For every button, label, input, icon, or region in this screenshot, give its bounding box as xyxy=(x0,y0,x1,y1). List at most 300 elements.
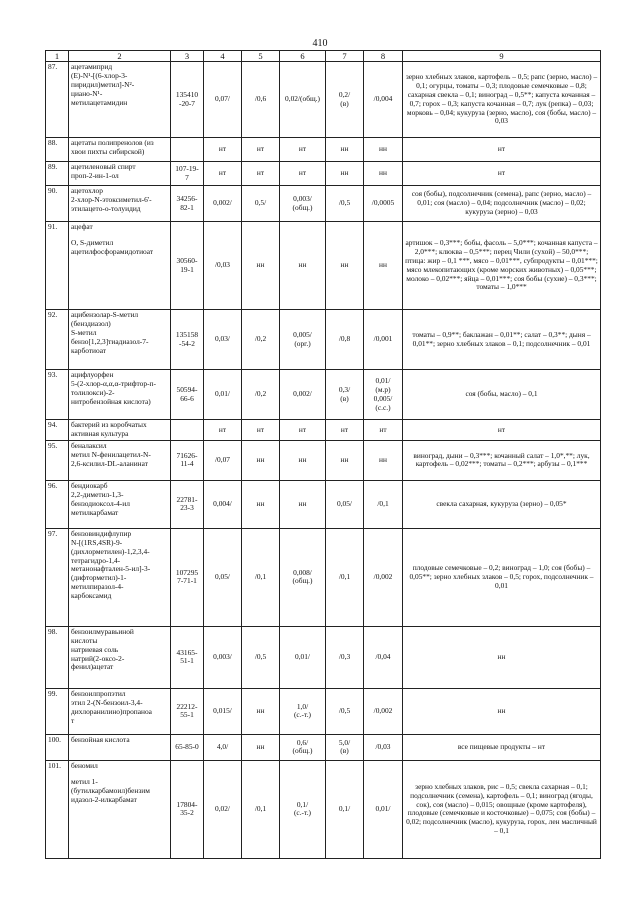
value-col-6 xyxy=(280,480,326,528)
substance-name-line: т xyxy=(71,715,75,725)
residue-limits xyxy=(403,440,601,480)
value-col-4 xyxy=(204,688,242,734)
table-row xyxy=(46,688,601,734)
value-col-8 xyxy=(364,626,403,688)
value-col-5 xyxy=(242,440,280,480)
cas-number xyxy=(171,370,204,420)
row-number: 93. xyxy=(46,370,69,420)
cas-number xyxy=(171,186,204,222)
value-col-5 xyxy=(242,138,280,162)
value-col-4-line: 0,015/ xyxy=(213,706,232,715)
value-col-4-line: 0,02/ xyxy=(215,804,230,813)
substance-name-line: ацетамиприд xyxy=(71,62,113,72)
substance-name-line: ацетилфосфорамидотиоат xyxy=(71,246,154,256)
substance-name-line: N-[(1RS,4SR)-9- xyxy=(71,537,123,547)
value-col-8-line: 0,01/ xyxy=(375,804,391,813)
substance-name-line: 2-хлор-N-этоксиметил-6'- xyxy=(71,195,152,205)
residue-limits-line: соя (бобы), подсолнечник (семена), рапс (зерно, масло) – 0,01; соя (масло) – 0,04; подсолнечник (масло) – 0,02; кукуруза (зерно) – 0,03 xyxy=(411,189,592,217)
value-col-8 xyxy=(364,186,403,222)
value-col-6 xyxy=(280,186,326,222)
substance-name xyxy=(69,420,171,441)
row-number: 90. xyxy=(46,186,69,222)
value-col-6-line: 0,003/ xyxy=(293,193,312,203)
residue-limits xyxy=(403,760,601,858)
substance-name-line: бензойная кислота xyxy=(71,734,130,744)
substance-name-line: ацибензолар-S-метил xyxy=(71,310,139,320)
substance-name-line: (бенздиазол) xyxy=(71,319,111,329)
value-col-6-line: 0,002/ xyxy=(293,389,312,399)
cas-number-line: 135410 xyxy=(175,89,199,99)
value-col-7 xyxy=(326,480,364,528)
substance-name-line: (дифторметил)-1- xyxy=(71,573,127,583)
value-col-7 xyxy=(326,222,364,310)
value-col-8-line: нн xyxy=(379,144,387,154)
value-col-7-line: 0,05/ xyxy=(337,499,352,508)
value-col-8-line: нн xyxy=(379,168,387,178)
column-header-9: 9 xyxy=(403,51,601,62)
substance-name-line: кислоты xyxy=(71,635,98,645)
cas-number-line: 19-1 xyxy=(180,264,194,274)
table-row xyxy=(46,734,601,760)
value-col-5 xyxy=(242,62,280,138)
substance-name-line: 5-(2-хлор-α,α,α-трифтор-п- xyxy=(71,379,156,389)
column-header-2: 2 xyxy=(69,51,171,62)
cas-number-line: 22781- xyxy=(176,494,198,504)
value-col-7-line: 0,1/ xyxy=(338,804,351,813)
value-col-5-line: нт xyxy=(256,168,265,178)
residue-limits-line: нн xyxy=(497,706,506,715)
residue-limits-line: томаты – 0,9**; баклажан – 0,01**; салат – 0,3**; дыня – 0,01**; зерно хлебных злаков – 0,1; подсолнечник – 0,01 xyxy=(412,329,591,348)
column-header-5: 5 xyxy=(242,51,280,62)
substance-name-line: (дихлорметилен)-1,2,3,4- xyxy=(71,546,150,556)
cas-number xyxy=(171,440,204,480)
value-col-4-line: нт xyxy=(218,168,227,178)
row-number: 89. xyxy=(46,162,69,186)
value-col-6-line: 0,008/ xyxy=(293,567,312,577)
substance-name-line: ацетиленовый спирт xyxy=(71,162,136,172)
value-col-5 xyxy=(242,310,280,370)
substance-name-line: этил 2-(N-бензоил-3,4- xyxy=(71,697,143,707)
value-col-8 xyxy=(364,528,403,626)
value-col-6 xyxy=(280,760,326,858)
substance-name-line: тетрагидро-1,4- xyxy=(71,555,121,565)
table-row xyxy=(46,440,601,480)
residue-limits xyxy=(403,688,601,734)
table-row xyxy=(46,626,601,688)
value-col-5 xyxy=(242,480,280,528)
table-row xyxy=(46,222,601,310)
cas-number-line: 107-19- xyxy=(175,163,199,173)
cas-number-line: 7-71-1 xyxy=(177,576,197,586)
substance-name-line: метилацетамидин xyxy=(71,97,128,107)
value-col-8 xyxy=(364,688,403,734)
value-col-6-line: 0,01/ xyxy=(295,652,310,661)
value-col-4-line: нт xyxy=(218,144,227,154)
table-row xyxy=(46,162,601,186)
residue-limits-line: соя (бобы, масло) – 0,1 xyxy=(465,389,538,399)
value-col-5-line: /0,1 xyxy=(254,572,267,581)
row-number: 94. xyxy=(46,420,69,441)
value-col-8-line: /0,1 xyxy=(377,499,389,508)
substance-name-line: метил 1- xyxy=(71,776,98,786)
residue-limits xyxy=(403,626,601,688)
column-header-1: 1 xyxy=(46,51,69,62)
row-number: 88. xyxy=(46,138,69,162)
substance-name-line: бактерий из коробчатых xyxy=(71,420,147,430)
table-body xyxy=(46,62,601,859)
substance-name-line: толилокси)-2- xyxy=(71,387,115,397)
value-col-4 xyxy=(204,626,242,688)
residue-limits-line: нт xyxy=(497,424,506,434)
substance-name xyxy=(69,222,171,310)
substance-name-line: бензоилпропэтил xyxy=(71,688,126,698)
value-col-6-line: 1,0/ xyxy=(296,701,309,711)
residue-limits-line: артишок – 0,3***; бобы, фасоль – 5,0***; кочанная капуста – 2,0***; клюква – 0,5***; перец Чили (сухой) – 50,0***; птица: жир – 0,1 ***, мясо – 0,01***, субпродукты – 0,01***; мясо млекопитающих (кроме морских животных) – 0,05***; молоко – 0,02***; яйца – 0,01***; соя бобы (сухие) – 0,3***; томаты – 1,0*** xyxy=(405,238,598,292)
substance-name xyxy=(69,138,171,162)
value-col-8-line: 0,01/ xyxy=(375,375,391,385)
table-row xyxy=(46,760,601,858)
substance-name-line: нитробензойная кислота) xyxy=(71,396,151,406)
table-row xyxy=(46,186,601,222)
substance-name-line: бендиокарб xyxy=(71,480,108,490)
value-col-5 xyxy=(242,688,280,734)
value-col-5 xyxy=(242,420,280,441)
value-col-7-line: /0,1 xyxy=(338,572,351,581)
value-col-6-line: (с.-т.) xyxy=(293,710,312,720)
cas-number xyxy=(171,480,204,528)
value-col-4-line: 0,03/ xyxy=(215,334,230,344)
row-number: 92. xyxy=(46,310,69,370)
value-col-5-line: /0,2 xyxy=(254,389,267,399)
value-col-5-line: нн xyxy=(256,260,265,270)
value-col-5-line: нт xyxy=(256,424,265,434)
residue-limits xyxy=(403,734,601,760)
cas-number-line: 55-1 xyxy=(180,710,194,720)
value-col-6-line: 0,6/ xyxy=(296,737,309,747)
cas-number-line: -20-7 xyxy=(178,98,195,108)
substance-name-line: натриевая соль xyxy=(71,644,119,654)
value-col-4 xyxy=(204,310,242,370)
cas-number xyxy=(171,162,204,186)
table-row xyxy=(46,310,601,370)
value-col-5-line: /0,5 xyxy=(254,652,267,661)
column-header-4: 4 xyxy=(204,51,242,62)
value-col-4-line: 4,0/ xyxy=(216,742,229,751)
value-col-5 xyxy=(242,760,280,858)
value-col-6 xyxy=(280,626,326,688)
column-header-6: 6 xyxy=(280,51,326,62)
residue-limits-line: нт xyxy=(497,168,506,178)
cas-number-line: 11-4 xyxy=(180,459,194,469)
substance-name-line: идазол-2-илкарбамат xyxy=(71,794,137,804)
residue-limits-line: нн xyxy=(497,652,506,661)
cas-number xyxy=(171,760,204,858)
residue-limits xyxy=(403,162,601,186)
value-col-8-line: (с.с.) xyxy=(375,402,391,412)
value-col-8-line: /0,001 xyxy=(373,334,393,344)
value-col-7 xyxy=(326,760,364,858)
value-col-6 xyxy=(280,222,326,310)
cas-number-line: 23-3 xyxy=(180,503,194,513)
value-col-7-line: 5,0/ xyxy=(338,737,351,747)
table-row xyxy=(46,480,601,528)
value-col-5 xyxy=(242,222,280,310)
substance-name-line: пиридил)метил]-N²- xyxy=(71,79,135,89)
value-col-6-line: нт xyxy=(298,168,307,178)
cas-number-line: 71626- xyxy=(176,450,198,460)
residue-limits-line: плодовые семечковые – 0,2; виноград – 1,0; соя (бобы) – 0,05**; зерно хлебных злаков – 0,5; горох, подсолнечник – 0,01 xyxy=(409,563,594,590)
value-col-8 xyxy=(364,760,403,858)
residue-limits xyxy=(403,186,601,222)
value-col-7 xyxy=(326,688,364,734)
substance-name-line: бензодиоксол-4-ил xyxy=(71,498,130,508)
substance-name-line: бензоилмуравьиной xyxy=(71,626,134,636)
value-col-4-line: 0,05/ xyxy=(215,572,230,581)
value-col-8 xyxy=(364,222,403,310)
value-col-8 xyxy=(364,62,403,138)
table-header-row xyxy=(46,51,601,62)
value-col-5 xyxy=(242,528,280,626)
cas-number-line: 43165- xyxy=(176,647,198,657)
value-col-8-line: (м.р) xyxy=(375,384,391,394)
value-col-6-line: 0,02/(общ.) xyxy=(285,94,320,104)
cas-number-line: 66-6 xyxy=(180,393,194,403)
residue-limits xyxy=(403,62,601,138)
substance-name-line: фенил)ацетат xyxy=(71,662,114,672)
value-col-4 xyxy=(204,420,242,441)
value-col-7-line: нн xyxy=(340,455,349,464)
value-col-6-line: нт xyxy=(298,424,307,434)
value-col-5-line: нт xyxy=(256,144,265,154)
value-col-8 xyxy=(364,162,403,186)
column-header-3: 3 xyxy=(171,51,204,62)
row-number: 91. xyxy=(46,222,69,310)
value-col-4 xyxy=(204,162,242,186)
substance-name xyxy=(69,370,171,420)
table-row xyxy=(46,370,601,420)
value-col-8 xyxy=(364,480,403,528)
cas-number-line: 17804- xyxy=(176,799,198,809)
value-col-4 xyxy=(204,528,242,626)
residue-limits xyxy=(403,480,601,528)
value-col-6-line: 0,005/ xyxy=(293,329,312,339)
substances-table xyxy=(45,50,601,859)
substance-name-line: (бутилкарбамоил)бензим xyxy=(71,785,150,795)
value-col-6 xyxy=(280,420,326,441)
substance-name-line: дихлоранилино)пропаноа xyxy=(71,706,152,716)
value-col-5-line: /0,6 xyxy=(254,94,267,104)
value-col-7-line: нт xyxy=(340,424,349,434)
substance-name-line: циано-N¹- xyxy=(71,88,103,98)
substance-name-line: метил N-фенилацетил-N- xyxy=(71,449,151,459)
value-col-8-line: /0,004 xyxy=(373,94,393,104)
value-col-4 xyxy=(204,734,242,760)
substance-name xyxy=(69,528,171,626)
row-number: 100. xyxy=(46,734,69,760)
substance-name-line: ацифлуорфен xyxy=(71,370,114,380)
value-col-4-line: 0,002/ xyxy=(213,198,232,208)
value-col-6 xyxy=(280,62,326,138)
value-col-6-line: нн xyxy=(298,455,307,464)
value-col-5 xyxy=(242,186,280,222)
substance-name-line: метанонафтален-5-ил]-3- xyxy=(71,564,151,574)
value-col-7 xyxy=(326,370,364,420)
value-col-4 xyxy=(204,760,242,858)
cas-number-line: 135158 xyxy=(175,329,199,339)
cas-number xyxy=(171,528,204,626)
cas-number-line: 30560- xyxy=(176,255,198,265)
value-col-6-line: нн xyxy=(298,499,307,508)
cas-number xyxy=(171,222,204,310)
substance-name-line: бензовиндифлупир xyxy=(71,528,132,538)
value-col-7-line: 0,2/ xyxy=(338,89,351,99)
value-col-5-line: нн xyxy=(256,742,265,751)
value-col-5-line: /0,2 xyxy=(254,334,267,344)
value-col-7-line: /0,5 xyxy=(338,198,351,208)
substance-name xyxy=(69,760,171,858)
substance-name-line: ацефат xyxy=(71,222,93,232)
value-col-4-line: 0,01/ xyxy=(215,389,230,399)
value-col-7-line: /0,3 xyxy=(338,652,351,661)
substance-name-line: проп-2-ин-1-ол xyxy=(71,171,119,181)
cas-number xyxy=(171,734,204,760)
substance-name-line: метилкарбамат xyxy=(71,507,119,517)
value-col-6 xyxy=(280,528,326,626)
value-col-6 xyxy=(280,734,326,760)
value-col-5-line: нн xyxy=(256,706,265,715)
value-col-7 xyxy=(326,138,364,162)
substance-name xyxy=(69,734,171,760)
cas-number-line: 50594- xyxy=(176,384,198,394)
residue-limits xyxy=(403,222,601,310)
residue-limits-line: нт xyxy=(497,144,506,154)
value-col-4-line: 0,004/ xyxy=(213,499,232,508)
value-col-7-line: /0,5 xyxy=(338,706,351,715)
value-col-4 xyxy=(204,186,242,222)
cas-number-line: 82-1 xyxy=(180,202,194,212)
value-col-4-line: /0,03 xyxy=(215,260,230,270)
row-number: 99. xyxy=(46,688,69,734)
substance-name-line: 2,6-ксилил-DL-аланинат xyxy=(71,458,148,468)
residue-limits xyxy=(403,420,601,441)
value-col-4 xyxy=(204,138,242,162)
cas-number-line: 7 xyxy=(185,172,189,182)
row-number: 87. xyxy=(46,62,69,138)
residue-limits-line: свекла сахарная, кукуруза (зерно) – 0,05* xyxy=(436,499,567,508)
substance-name-line: O, S-диметил xyxy=(71,238,114,248)
substance-name-line: бензо[1,2,3]тиадиазол-7- xyxy=(71,336,149,346)
substance-name xyxy=(69,626,171,688)
value-col-7-line: 0,3/ xyxy=(338,384,351,394)
value-col-8 xyxy=(364,440,403,480)
cas-number xyxy=(171,626,204,688)
value-col-8 xyxy=(364,370,403,420)
cas-number xyxy=(171,688,204,734)
cas-number xyxy=(171,138,204,162)
cas-number xyxy=(171,62,204,138)
cas-number-line: 51-1 xyxy=(180,656,194,666)
residue-limits-line: зерно хлебных злаков, картофель – 0,5; рапс (зерно, масло) – 0,1; огурцы, томаты – 0,3; плодовые семечковые – 0,8; сахарная свекла – 0,1; виноград – 0,5**; капуста кочанная – 0,7; горох – 0,3; капуста кочанная – 0,7; лук (репка) – 0,03; морковь – 0,04; кукуруза (зерно, масло), соя (бобы, масло) – 0,03 xyxy=(405,72,598,126)
value-col-4 xyxy=(204,480,242,528)
value-col-8-line: 0,005/ xyxy=(373,393,393,403)
value-col-7 xyxy=(326,528,364,626)
substance-name-line: карбоксамид xyxy=(71,591,112,601)
table-row xyxy=(46,420,601,441)
value-col-4 xyxy=(204,370,242,420)
value-col-6 xyxy=(280,370,326,420)
value-col-6-line: нт xyxy=(298,144,307,154)
residue-limits xyxy=(403,528,601,626)
value-col-8 xyxy=(364,734,403,760)
substance-name-line: беналаксил xyxy=(71,440,107,450)
substance-name xyxy=(69,162,171,186)
value-col-7-line: нн xyxy=(340,260,349,270)
value-col-8-line: нт xyxy=(379,424,387,434)
value-col-6 xyxy=(280,440,326,480)
substance-name xyxy=(69,186,171,222)
value-col-7 xyxy=(326,186,364,222)
row-number: 98. xyxy=(46,626,69,688)
value-col-5 xyxy=(242,626,280,688)
value-col-7 xyxy=(326,162,364,186)
column-header-7: 7 xyxy=(326,51,364,62)
value-col-7-line: (в) xyxy=(340,746,349,756)
value-col-8 xyxy=(364,138,403,162)
row-number: 95. xyxy=(46,440,69,480)
value-col-6-line: (с.-т.) xyxy=(293,808,312,818)
value-col-4-line: /0,07 xyxy=(215,455,230,464)
value-col-7 xyxy=(326,626,364,688)
value-col-7-line: (в) xyxy=(340,98,349,108)
value-col-4-line: 0,07/ xyxy=(215,94,230,104)
value-col-6-line: (общ.) xyxy=(292,202,313,212)
value-col-6-line: (орг.) xyxy=(294,338,311,348)
value-col-6-line: (общ.) xyxy=(292,746,313,756)
value-col-7 xyxy=(326,734,364,760)
value-col-7 xyxy=(326,62,364,138)
value-col-7-line: /0,8 xyxy=(338,334,351,344)
value-col-7 xyxy=(326,440,364,480)
row-number: 101. xyxy=(46,760,69,858)
residue-limits xyxy=(403,138,601,162)
table-row xyxy=(46,62,601,138)
value-col-8-line: нн xyxy=(379,455,387,464)
substance-name xyxy=(69,62,171,138)
value-col-5-line: нн xyxy=(256,499,265,508)
value-col-7 xyxy=(326,310,364,370)
substance-name-line: метилпиразол-4- xyxy=(71,582,124,592)
cas-number-line: 35-2 xyxy=(180,808,194,818)
substance-name-line: хвои пихты сибирской) xyxy=(71,147,145,157)
row-number: 96. xyxy=(46,480,69,528)
value-col-5 xyxy=(242,370,280,420)
value-col-7-line: (в) xyxy=(340,393,349,403)
cas-number-line: -54-2 xyxy=(178,338,195,348)
cas-number-line: 22212- xyxy=(176,701,198,711)
row-number: 97. xyxy=(46,528,69,626)
value-col-6-line: 0,1/ xyxy=(296,799,309,809)
substance-name xyxy=(69,440,171,480)
cas-number xyxy=(171,420,204,441)
value-col-4-line: нт xyxy=(218,424,227,434)
residue-limits-line: зерно хлебных злаков, рис – 0,5; свекла сахарная – 0,1; подсолнечник (семена), картофель – 0,1; виноград (ягоды, сок), соя (масло) – 0,015; овощные (кроме картофеля), плодовые (семечковые и косточковые) – 0,075; соя (бобы) – 0,02; подсолнечник (масло), кукуруза, горох, лен масличный – 0,1 xyxy=(406,781,597,836)
table-row xyxy=(46,138,601,162)
value-col-4 xyxy=(204,222,242,310)
value-col-8 xyxy=(364,420,403,441)
value-col-5-line: /0,1 xyxy=(254,804,267,813)
residue-limits-line: все пищевые продукты – нт xyxy=(457,742,546,751)
value-col-7-line: нн xyxy=(340,168,349,178)
